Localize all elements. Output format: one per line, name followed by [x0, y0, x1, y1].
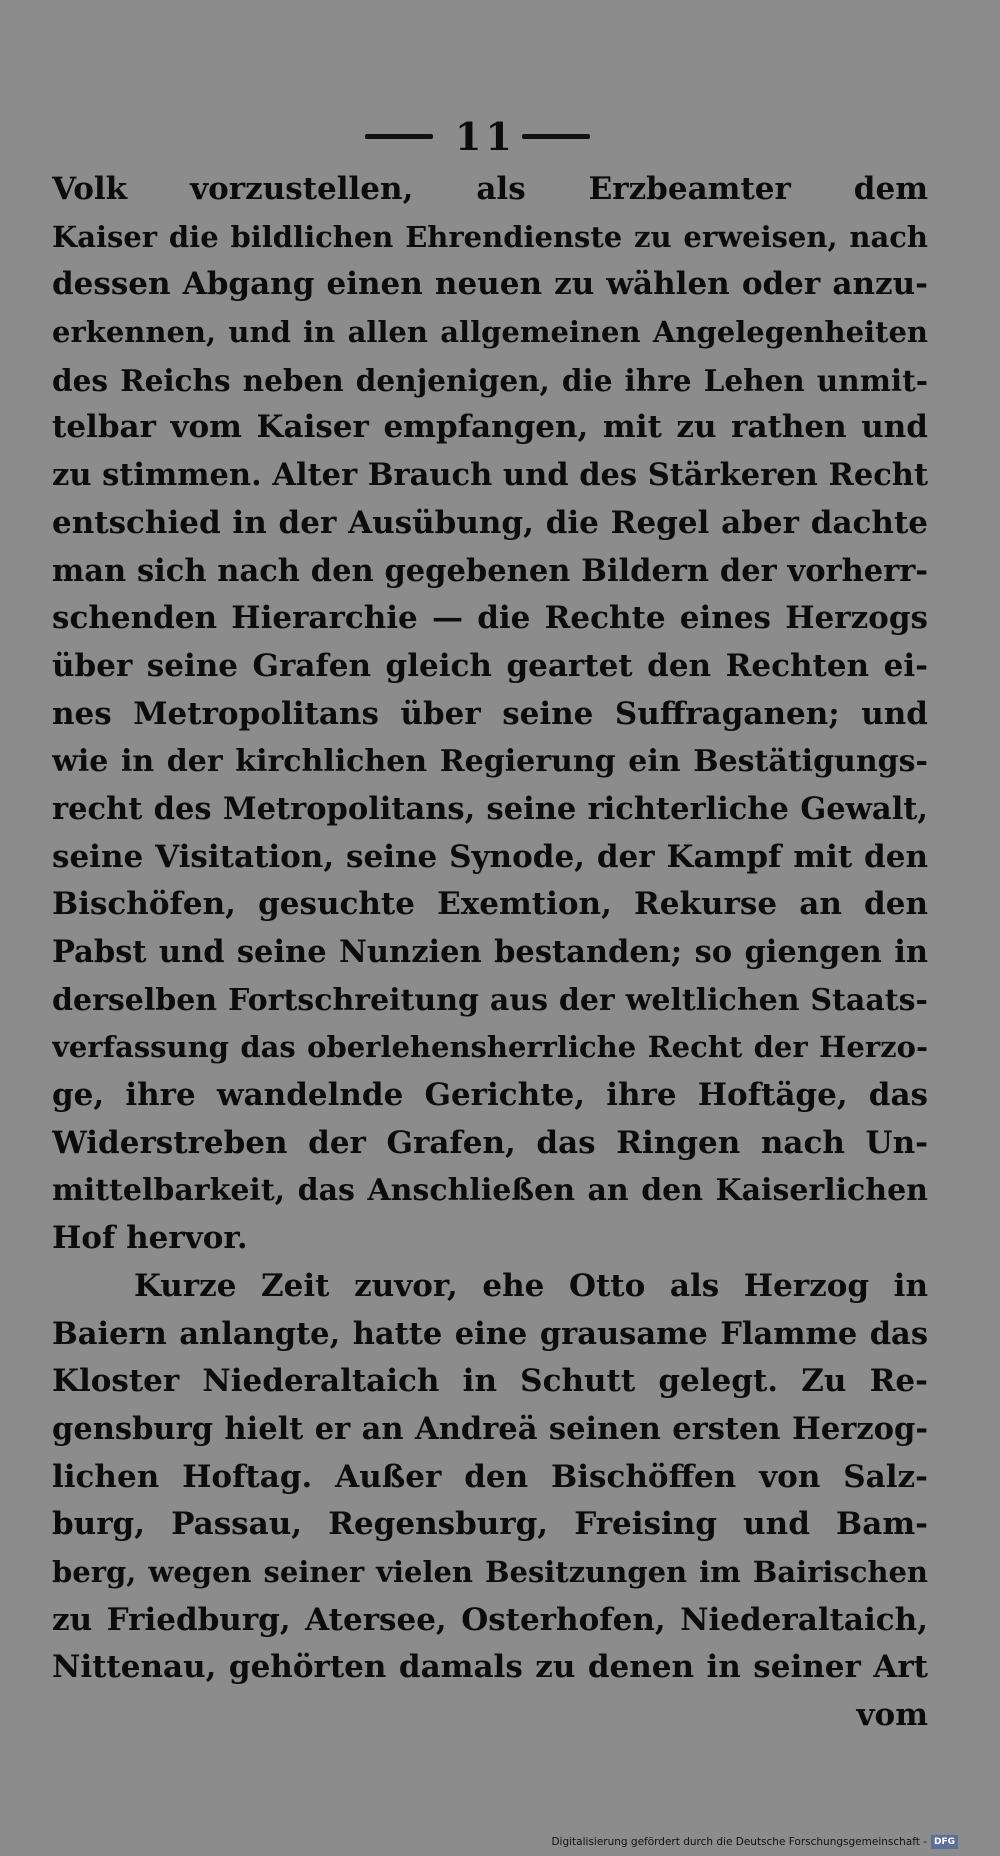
text-line: Kurze Zeit zuvor, ehe Otto als Herzog in	[134, 1267, 928, 1304]
text-line: gensburg hielt er an Andreä seinen ersten Herzog-	[52, 1410, 928, 1447]
text-line: Kloster Niederaltaich in Schutt gelegt. Zu Re-	[52, 1363, 928, 1400]
catchword: vom	[856, 1697, 928, 1733]
text-line: Kaiser die bildlichen Ehrendienste zu erweisen, nach	[52, 219, 928, 254]
text-line: mittelbarkeit, das Anschließen an den Kaiserlichen	[52, 1173, 928, 1209]
text-line: Volk vorzustellen, als Erzbeamter dem	[52, 171, 928, 207]
text-line: Baiern anlangte, hatte eine grausame Flamme das	[52, 1315, 928, 1352]
text-line: derselben Fortschreitung aus der weltlichen Staats-	[52, 982, 928, 1018]
text-line: Bischöfen, gesuchte Exemtion, Rekurse an den	[52, 886, 928, 923]
text-line: schenden Hierarchie — die Rechte eines Herzogs	[52, 600, 928, 637]
page-number: 11	[455, 114, 516, 159]
text-line: verfassung das oberlehensherrliche Recht der Herzo-	[52, 1030, 928, 1065]
text-line: des Reichs neben denjenigen, die ihre Lehen unmit-	[52, 362, 928, 398]
text-line: man sich nach den gegebenen Bildern der vorherr-	[52, 552, 928, 589]
text-line: Widerstreben der Grafen, das Ringen nach Un-	[52, 1124, 928, 1161]
page-header	[0, 112, 1000, 162]
text-line: recht des Metropolitans, seine richterliche Gewalt,	[52, 790, 928, 827]
dfg-logo: DFG	[931, 1835, 958, 1849]
text-line: wie in der kirchlichen Regierung ein Bestätigungs-	[52, 744, 928, 780]
text-body	[52, 166, 928, 1740]
text-line: nes Metropolitans über seine Suffraganen; und	[52, 695, 928, 732]
text-line: erkennen, und in allen allgemeinen Angelegenheiten	[52, 315, 928, 350]
text-line: Hof hervor.	[52, 1220, 248, 1257]
text-line: Pabst und seine Nunzien bestanden; so giengen in	[52, 934, 928, 970]
text-line: zu stimmen. Alter Brauch und des Stärkeren Recht	[52, 457, 928, 494]
text-line: seine Visitation, seine Synode, der Kampf mit den	[52, 838, 928, 875]
digitization-credit	[551, 1834, 958, 1850]
credit-text: Digitalisierung gefördert durch die Deutsche Forschungsgemeinschaft -	[551, 1836, 927, 1848]
text-line: Nittenau, gehörten damals zu denen in seiner Art	[52, 1649, 928, 1686]
text-line: telbar vom Kaiser empfangen, mit zu rathen und	[52, 409, 928, 446]
text-line: berg, wegen seiner vielen Besitzungen im Bairischen	[52, 1554, 928, 1589]
header-rule-left	[365, 134, 433, 139]
header-rule-right	[522, 134, 590, 139]
text-line: lichen Hoftag. Außer den Bischöffen von Salz-	[52, 1458, 928, 1495]
text-line: burg, Passau, Regensburg, Freising und Bam-	[52, 1506, 928, 1543]
text-line: entschied in der Ausübung, die Regel aber dachte	[52, 504, 928, 541]
text-line: dessen Abgang einen neuen zu wählen oder anzu-	[52, 266, 928, 303]
text-line: ge, ihre wandelnde Gerichte, ihre Hoftäge, das	[52, 1077, 928, 1114]
text-line: zu Friedburg, Atersee, Osterhofen, Niederaltaich,	[52, 1601, 928, 1638]
text-line: über seine Grafen gleich geartet den Rechten ei-	[52, 647, 928, 684]
